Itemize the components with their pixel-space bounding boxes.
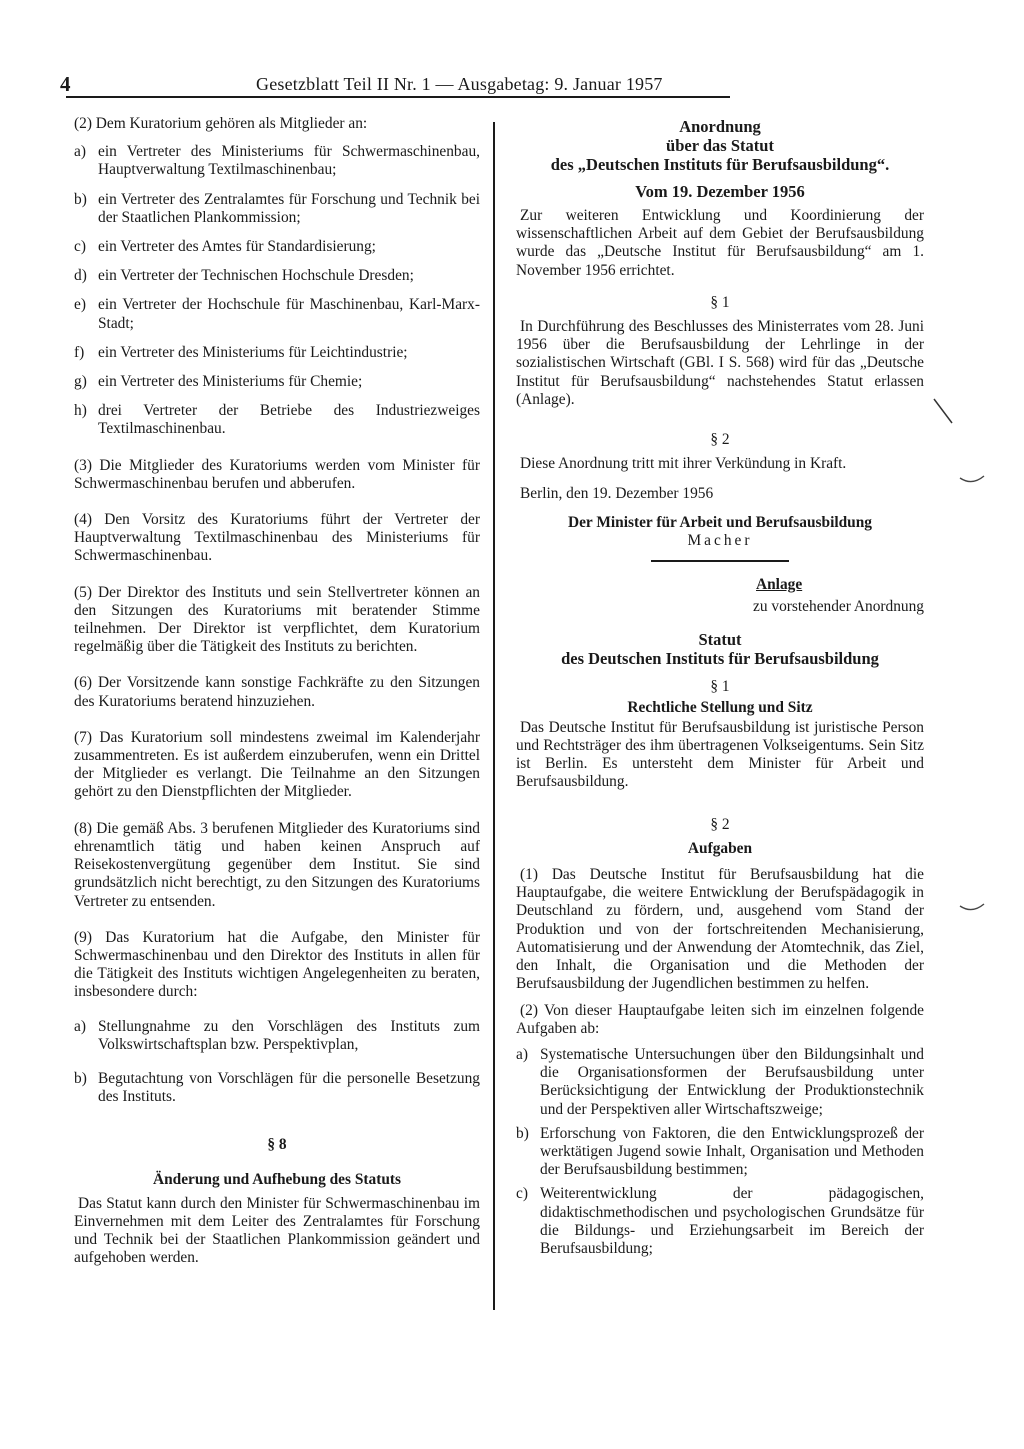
paragraph-7: (7) Das Kuratorium soll mindestens zweimal im Kalenderjahr zusammentreten. Es ist außerdem einzuberufen, wenn ein Drittel der Mitglieder es verlangt. Die Teilnahme an den Sitzungen gehört zu den Dienstpflichten der Mitglieder. bbox=[74, 728, 480, 801]
member-item: d) ein Vertreter der Technischen Hochschule Dresden; bbox=[74, 267, 414, 285]
task-item: a) Systematische Untersuchungen über den Bildungsinhalt und die Organisationsformen der Berufsausbildung unter Berücksichtigung der Entwicklung der Produktionstechnik und der Perspektiven aller Wirtschaftszweige; bbox=[516, 1045, 924, 1118]
column-divider bbox=[493, 122, 495, 1310]
statute-section-1-text: Das Deutsche Institut für Berufsausbildung ist juristische Person und Rechtsträger des ihm übertragenen Volkseigentums. Sein Sitz ist Berlin. Es untersteht dem Minister für Arbeit und Berufsausbildung. bbox=[516, 718, 924, 791]
order-intro: Zur weiteren Entwicklung und Koordinierung der wissenschaftlichen Arbeit auf dem Gebiet der Berufsausbildung wurde das „Deutsche Institut für Berufsausbildung“ am 1. November 1956 errichtet. bbox=[516, 207, 924, 279]
order-section-2-text: Diese Anordnung tritt mit ihrer Verkündung in Kraft. bbox=[520, 455, 847, 473]
task-item: b) Erforschung von Faktoren, die den Entwicklungsprozeß der werktätigen Jugend sowie Inhalt, Organisation und Methoden der Berufsausbildung bestimmen; bbox=[516, 1124, 924, 1179]
member-item: b) ein Vertreter des Zentralamtes für Forschung und Technik bei der Staatlichen Plankommission; bbox=[74, 190, 480, 226]
paragraph-2-intro: (2) Dem Kuratorium gehören als Mitglieder an: bbox=[74, 115, 368, 132]
statute-section-1-title: Rechtliche Stellung und Sitz bbox=[627, 698, 813, 716]
right-column bbox=[516, 117, 924, 1258]
margin-curve-mark bbox=[958, 470, 988, 490]
order-date: Vom 19. Dezember 1956 bbox=[635, 182, 805, 201]
member-item: e) ein Vertreter der Hochschule für Maschinenbau, Karl-Marx-Stadt; bbox=[74, 296, 480, 332]
margin-tick-mark bbox=[930, 395, 960, 429]
member-item: c) ein Vertreter des Amtes für Standardisierung; bbox=[74, 238, 376, 256]
order-section-1-text: In Durchführung des Beschlusses des Ministerrates vom 28. Juni 1956 über die Berufsausbildung der Lehrlinge in der sozialistischen Wirtschaft (GBl. I S. 568) wird für das „Deutsche Institut für Berufsausbildung“ nachstehendes Statut erlassen (Anlage). bbox=[516, 318, 924, 408]
section-8-number: § 8 bbox=[267, 1136, 287, 1154]
paragraph-8: (8) Die gemäß Abs. 3 berufenen Mitglieder des Kuratoriums sind ehrenamtlich tätig und haben keinen Anspruch auf Reisekostenvergütung gegenüber dem Institut. Sie sind grundsätzlich nicht berechtigt, zu den Sitzungen des Kuratoriums Vertreter zu entsenden. bbox=[74, 819, 480, 910]
member-item: f) ein Vertreter des Ministeriums für Leichtindustrie; bbox=[74, 343, 408, 361]
statute-section-2-para-1: (1) Das Deutsche Institut für Berufsausbildung hat die Hauptaufgabe, die weitere Entwicklung der Berufspädagogik in Deutschland zu fördern, und, ausgehend vom Stand der Produktion und von der fortschreitenden Mechanisierung, Automatisierung und der Anwendung der Atomtechnik, das Ziel, den Inhalt, die Organisation und die Methoden der Berufsausbildung der Jugendlichen bestimmen zu helfen. bbox=[516, 866, 924, 993]
annex-label: Anlage bbox=[756, 576, 803, 594]
header-rule bbox=[66, 96, 730, 98]
paragraph-3: (3) Die Mitglieder des Kuratoriums werden vom Minister für Schwermaschinenbau berufen und abberufen. bbox=[74, 456, 480, 492]
signer-name: Macher bbox=[687, 531, 753, 549]
member-item: g) ein Vertreter des Ministeriums für Chemie; bbox=[74, 373, 363, 391]
paragraph-4: (4) Den Vorsitz des Kuratoriums führt der Vertreter der Hauptverwaltung Textilmaschinenbau des Ministeriums für Schwermaschinenbau. bbox=[74, 511, 480, 565]
left-column bbox=[74, 115, 480, 1282]
member-item: a) ein Vertreter des Ministeriums für Schwermaschinenbau, Hauptverwaltung Textilmaschinenbau; bbox=[74, 143, 480, 179]
order-section-2-number: § 2 bbox=[710, 431, 730, 449]
place-and-date: Berlin, den 19. Dezember 1956 bbox=[520, 485, 714, 503]
task-item: c) Weiterentwicklung der pädagogischen, didaktischmethodischen und psychologischen Grundsätze für die Bildungs- und Erziehungsarbeit im Bereich der Berufsausbildung; bbox=[516, 1185, 924, 1257]
statute-section-1-number: § 1 bbox=[710, 678, 730, 696]
signer-title: Der Minister für Arbeit und Berufsausbildung bbox=[567, 513, 872, 531]
margin-curve-mark bbox=[958, 898, 988, 918]
paragraph-5: (5) Der Direktor des Instituts und sein Stellvertreter können an den Sitzungen des Kuratoriums mit beratender Stimme teilnehmen. Der Direktor ist verpflichtet, dem Kuratorium regelmäßig über die Tätigkeit des Instituts zu berichten. bbox=[74, 583, 480, 656]
annex-subtitle: zu vorstehender Anordnung bbox=[753, 598, 924, 616]
order-title-2: über das Statut bbox=[666, 136, 774, 155]
section-8-text: Das Statut kann durch den Minister für Schwermaschinenbau im Einvernehmen mit dem Leiter des Zentralamtes für Forschung und Technik bei der Staatlichen Plankommission geändert und aufgehoben werden. bbox=[74, 1194, 480, 1267]
statute-section-2-number: § 2 bbox=[710, 815, 730, 833]
page-number: 4 bbox=[60, 72, 71, 96]
statute-section-2-title: Aufgaben bbox=[687, 839, 753, 857]
order-section-1-number: § 1 bbox=[710, 293, 730, 311]
order-title: Anordnung bbox=[679, 117, 761, 136]
section-divider bbox=[651, 560, 789, 562]
paragraph-9: (9) Das Kuratorium hat die Aufgabe, den Minister für Schwermaschinenbau und den Direktor des Instituts in allen für die Tätigkeit des Instituts wichtigen Angelegenheiten zu beraten, insbesondere durch: bbox=[74, 928, 480, 1001]
section-8-title: Änderung und Aufhebung des Statuts bbox=[152, 1170, 402, 1188]
duty-item: a) Stellungnahme zu den Vorschlägen des Instituts zum Volkswirtschaftsplan bzw. Perspektivplan, bbox=[74, 1017, 480, 1053]
order-title-3: des „Deutschen Instituts für Berufsausbildung“. bbox=[550, 155, 890, 174]
running-header: Gesetzblatt Teil II Nr. 1 — Ausgabetag: 9. Januar 1957 bbox=[256, 74, 663, 94]
statute-title-2: des Deutschen Instituts für Berufsausbildung bbox=[561, 649, 879, 669]
statute-section-2-para-2: (2) Von dieser Hauptaufgabe leiten sich im einzelnen folgende Aufgaben ab: bbox=[516, 1001, 924, 1037]
member-item: h) drei Vertreter der Betriebe des Industriezweiges Textilmaschinenbau. bbox=[74, 402, 480, 438]
paragraph-6: (6) Der Vorsitzende kann sonstige Fachkräfte zu den Sitzungen des Kuratoriums beratend hinzuziehen. bbox=[74, 674, 480, 710]
duty-item: b) Begutachtung von Vorschlägen für die personelle Besetzung des Instituts. bbox=[74, 1069, 480, 1106]
statute-title: Statut bbox=[698, 630, 742, 650]
